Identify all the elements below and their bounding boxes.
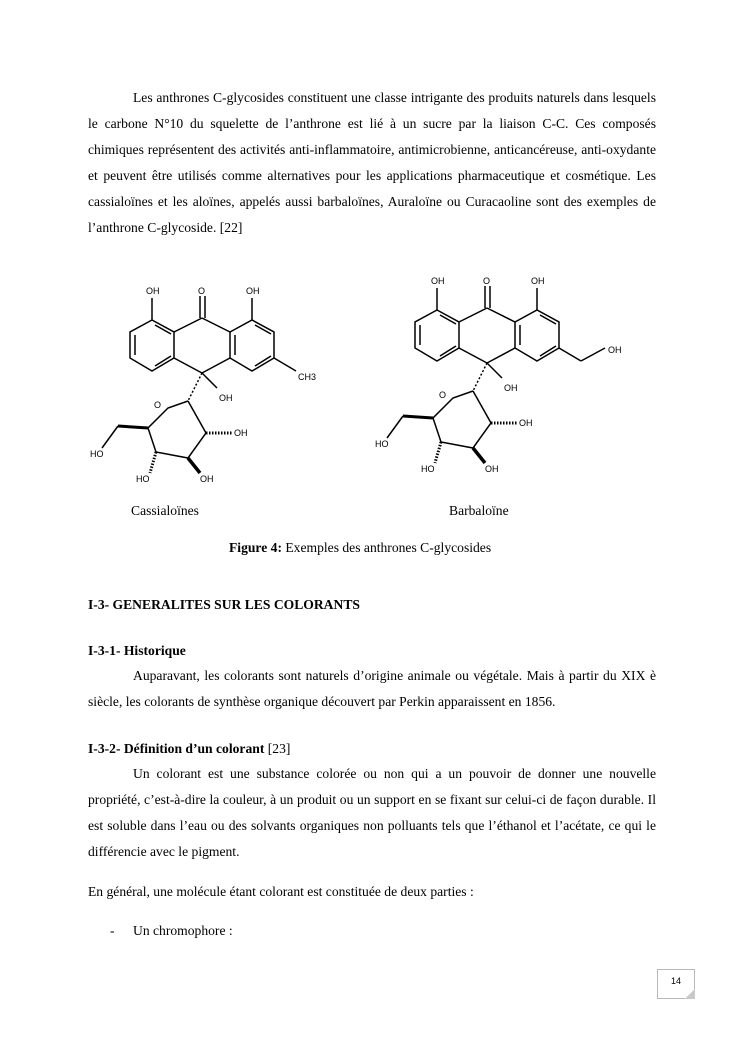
definition-heading-text: I-3-2- Définition d’un colorant [88,741,265,756]
page-fold-decoration [685,989,695,999]
figure-4-structures [80,268,680,498]
label-text: O [198,286,206,296]
label-text: O [154,400,162,410]
label-text: OH [608,345,622,355]
label-text: O [439,390,447,400]
page-number-box [657,969,695,999]
molecule-name-left: Cassialoïnes [131,503,199,518]
figure-caption [229,540,491,556]
label-text: OH [531,276,545,286]
label-text: HO [421,464,435,474]
figure-caption-text: Exemples des anthrones C-glycosides [281,540,492,555]
page-number: 14 [670,976,681,986]
label-text: CH3 [298,372,317,382]
cassialoine-structure [90,286,316,484]
label-text: OH [146,286,160,296]
label-text: OH [200,474,214,484]
label-text: OH [246,286,260,296]
definition-ref: [23] [264,741,291,756]
label-text: OH [234,428,248,438]
label-text: OH [485,464,499,474]
label-text: HO [90,449,104,459]
label-text: OH [519,418,533,428]
bullet-text: Un chromophore : [133,923,233,938]
historique-paragraph: Auparavant, les colorants sont naturels d’origine animale ou végétale. Mais à partir du XIX è siècle, les colorants de synthèse organique découvert par Perkin apparaissent en 1856. [88,668,656,709]
figure-caption-label: Figure 4: [229,540,282,555]
label-text: O [483,276,491,286]
label-text: OH [431,276,445,286]
label-text: HO [136,474,150,484]
section-heading: I-3- GENERALITES SUR LES COLORANTS [88,597,360,612]
molecule-name-right: Barbaloïne [449,503,509,518]
bullet-dash: - [110,923,115,938]
definition-paragraph: Un colorant est une substance colorée ou non qui a un pouvoir de donner une nouvelle propriété, c’est-à-dire la couleur, à un produit ou un support en se fixant sur celui-ci de façon durable. Il est soluble dans l’eau ou des solvants organiques non polluants tels que l’éthanol et l’acétate, ce qui le différencie avec le pigment. [88,766,656,859]
label-text: OH [504,383,518,393]
label-text: OH [219,393,233,403]
barbaloine-structure [375,276,622,474]
general-paragraph: En général, une molécule étant colorant est constituée de deux parties : [88,884,474,899]
subsection-heading-definition [88,741,290,757]
intro-paragraph: Les anthrones C-glycosides constituent une classe intrigante des produits naturels dans lesquels le carbone N°10 du squelette de l’anthrone est lié à un sucre par la liaison C-C. Ces composés chimiques représentent des activités anti-inflammatoire, antimicrobienne, anticancéreuse, anti-oxydante et peuvent être utilisés comme alternatives pour les applications pharmaceutique et cosmétique. Les cassialoïnes et les aloïnes, appelés aussi barbaloïnes, Auraloïne ou Curacaoline sont des exemples de l’anthrone C-glycoside. [22] [88,90,656,235]
subsection-heading-historique: I-3-1- Historique [88,643,186,658]
label-text: HO [375,439,389,449]
